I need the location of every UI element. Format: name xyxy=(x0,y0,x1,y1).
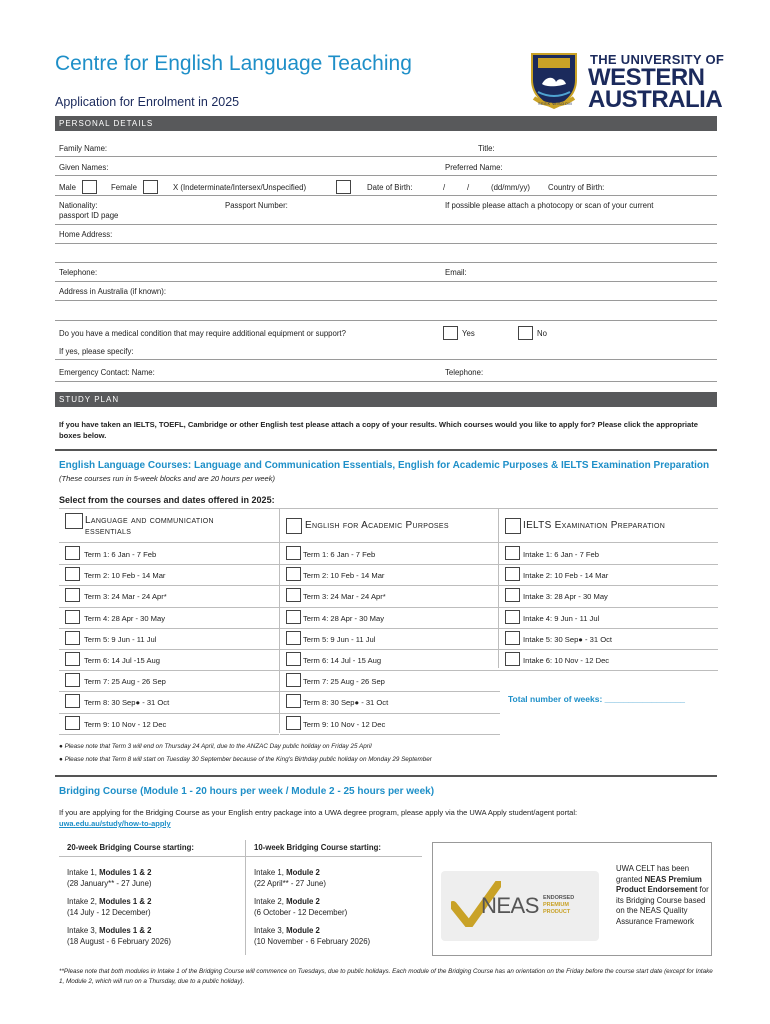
country-of-birth-label: Country of Birth: xyxy=(548,183,605,192)
male-label: Male xyxy=(59,183,76,192)
footnote-2 xyxy=(59,756,432,763)
ielts-header-checkbox[interactable] xyxy=(505,518,521,534)
bridging-title-line xyxy=(59,856,422,857)
family-name-field[interactable] xyxy=(55,156,717,157)
bridging-intake-label: Intake 2, xyxy=(67,897,100,906)
footnote-2-text: Please note that Term 8 will start on Tuesday 30 September because of the King's Birthday public holiday on Monday 29 September xyxy=(64,756,432,763)
email-label: Email: xyxy=(445,268,467,277)
nationality-label: Nationality: xyxy=(59,201,98,210)
neas-text-c: for its Bridging Course based on the NEAS Quality Assurance Framework xyxy=(616,885,709,926)
dob-slash-1: / xyxy=(443,183,446,192)
bullet-icon: ● xyxy=(59,756,63,763)
col3-term-label: Intake 3: 28 Apr - 30 May xyxy=(523,592,608,602)
col2-term-checkbox[interactable] xyxy=(286,694,301,708)
bridging-intake-dates: (10 November - 6 February 2026) xyxy=(254,936,371,946)
telephone-label: Telephone: xyxy=(59,268,98,277)
crest-motto: SEEK WISDOM xyxy=(538,101,573,106)
table-row-line xyxy=(499,585,718,586)
col3-term-label: Intake 5: 30 Sep● - 31 Oct xyxy=(523,634,613,644)
col2-term-checkbox[interactable] xyxy=(286,546,301,560)
col3-term-checkbox[interactable] xyxy=(505,546,520,560)
table-row-line xyxy=(59,691,279,692)
col1-term-checkbox[interactable] xyxy=(65,716,80,730)
home-address-label: Home Address: xyxy=(59,230,113,239)
male-checkbox[interactable] xyxy=(82,180,97,194)
footnote-1 xyxy=(59,743,372,750)
bridging-heading: Bridging Course (Module 1 - 20 hours per week / Module 2 - 25 hours per week) xyxy=(59,786,435,797)
bridging-intake-modules: Modules 1 & 2 xyxy=(99,868,152,877)
courses-note: (These courses run in 5-week blocks and are 20 hours per week) xyxy=(59,474,275,483)
col-divider-1 xyxy=(279,508,280,733)
table-row-line xyxy=(59,607,279,608)
bridging-col2-title: 10-week Bridging Course starting: xyxy=(254,843,381,852)
bridging-intake-modules: Module 2 xyxy=(286,868,320,877)
neas-tag-endorsed: ENDORSED xyxy=(543,895,575,901)
col1-term-label: Term 8: 30 Sep● - 31 Oct xyxy=(84,698,170,708)
emergency-contact-label: Emergency Contact: Name: xyxy=(59,368,155,377)
table-row-line xyxy=(280,628,500,629)
col3-term-checkbox[interactable] xyxy=(505,652,520,666)
divider xyxy=(55,775,717,777)
col2-term-label: Term 7: 25 Aug - 26 Sep xyxy=(303,677,385,687)
table-row-line xyxy=(280,670,500,671)
col2-term-label: Term 2: 10 Feb - 14 Mar xyxy=(303,571,385,581)
female-label: Female xyxy=(111,183,137,192)
bridging-intake xyxy=(67,897,152,918)
home-address-field[interactable] xyxy=(55,243,717,244)
table-row-line xyxy=(280,607,500,608)
col1-term-checkbox[interactable] xyxy=(65,694,80,708)
bridging-intake-dates: (14 July - 12 December) xyxy=(67,907,151,917)
col2-term-checkbox[interactable] xyxy=(286,716,301,730)
given-names-field[interactable] xyxy=(55,175,717,176)
personal-details-bar: PERSONAL DETAILS xyxy=(55,116,717,131)
courses-heading xyxy=(59,459,719,485)
col3-term-checkbox[interactable] xyxy=(505,588,520,602)
title-label: Title: xyxy=(478,144,495,153)
neas-tag-premium: PREMIUM xyxy=(543,902,569,908)
bridging-intake xyxy=(67,926,171,947)
col3-term-label: Intake 4: 9 Jun - 11 Jul xyxy=(523,613,600,623)
table-row-line xyxy=(280,585,500,586)
col2-term-checkbox[interactable] xyxy=(286,673,301,687)
col1-term-label: Term 9: 10 Nov - 12 Dec xyxy=(84,719,167,729)
table-row-line xyxy=(280,649,500,650)
medical-yes-checkbox[interactable] xyxy=(443,326,458,340)
col1-term-label: Term 6: 14 Jul -15 Aug xyxy=(84,656,160,665)
col2-term-checkbox[interactable] xyxy=(286,588,301,602)
medical-yes-label: Yes xyxy=(462,329,475,338)
col2-term-label: Term 8: 30 Sep● - 31 Oct xyxy=(303,698,389,708)
col2-term-label: Term 4: 28 Apr - 30 May xyxy=(303,613,385,623)
table-row-line xyxy=(59,713,279,714)
bridging-intake-modules: Modules 1 & 2 xyxy=(99,897,152,906)
select-courses-label: Select from the courses and dates offered in 2025: xyxy=(59,495,275,505)
col2-term-label: Term 6: 14 Jul - 15 Aug xyxy=(303,656,382,665)
x-option-label: X (Indeterminate/Intersex/Unspecified) xyxy=(173,183,307,192)
bridging-intake xyxy=(254,926,370,947)
col1-term-label: Term 2: 10 Feb - 14 Mar xyxy=(84,571,166,581)
bridging-intake-dates: (28 January** - 27 June) xyxy=(67,878,152,888)
bridging-intake-label: Intake 1, xyxy=(254,868,287,877)
lce-header-line1: Language and communication xyxy=(85,515,214,526)
telephone-field[interactable] xyxy=(55,281,717,282)
university-name-line1: THE UNIVERSITY OF xyxy=(590,52,725,67)
col1-term-label: Term 3: 24 Mar - 24 Apr* xyxy=(84,592,167,602)
col1-term-label: Term 5: 9 Jun - 11 Jul xyxy=(84,634,157,644)
col2-term-checkbox[interactable] xyxy=(286,610,301,624)
col3-term-checkbox[interactable] xyxy=(505,631,520,645)
total-weeks-label: Total number of weeks: _________________ xyxy=(508,694,686,704)
lce-header-checkbox[interactable] xyxy=(65,513,83,529)
col1-term-checkbox[interactable] xyxy=(65,546,80,560)
preferred-name-label: Preferred Name: xyxy=(445,163,503,172)
table-row-line xyxy=(280,564,500,565)
neas-description xyxy=(616,864,710,927)
passport-note-line1: If possible please attach a photocopy or scan of your current xyxy=(445,201,654,210)
table-row-line xyxy=(59,649,279,650)
col1-term-checkbox[interactable] xyxy=(65,631,80,645)
neas-text-a: UWA CELT has been granted xyxy=(616,864,690,884)
table-row-line xyxy=(59,734,279,735)
bridging-intake xyxy=(254,868,326,889)
col2-term-checkbox[interactable] xyxy=(286,567,301,581)
courses-heading-text: English Language Courses: Language and Communication Essentials, English for Academic Purposes & IELTS Examination Preparation xyxy=(59,460,710,471)
col2-term-label: Term 5: 9 Jun - 11 Jul xyxy=(303,634,376,644)
dob-format-label: (dd/mm/yy) xyxy=(491,183,530,192)
bridging-intake-label: Intake 3, xyxy=(254,926,287,935)
study-plan-bar: STUDY PLAN xyxy=(55,392,717,407)
neas-tag-product: PRODUCT xyxy=(543,909,571,915)
address-australia-label: Address in Australia (if known): xyxy=(59,287,167,296)
bridging-apply-link[interactable]: uwa.edu.au/study/how-to-apply xyxy=(59,819,171,828)
table-row-line xyxy=(280,713,500,714)
medical-no-checkbox[interactable] xyxy=(518,326,533,340)
col1-term-checkbox[interactable] xyxy=(65,652,80,666)
dob-row-line xyxy=(55,195,717,196)
study-plan-intro: If you have taken an IELTS, TOEFL, Cambridge or other English test please attach a copy of your results. Which courses would you like to apply for? Please click the appropriate boxes below. xyxy=(59,420,699,440)
given-names-label: Given Names: xyxy=(59,163,109,172)
table-top-line xyxy=(59,508,718,509)
home-address-field-2[interactable] xyxy=(55,262,717,263)
medical-specify-field[interactable] xyxy=(55,359,717,360)
divider xyxy=(55,449,717,451)
neas-box xyxy=(432,842,712,956)
col3-term-label: Intake 6: 10 Nov - 12 Dec xyxy=(523,656,610,665)
bridging-intake-dates: (18 August - 6 February 2026) xyxy=(67,936,172,946)
neas-tag xyxy=(543,895,574,916)
bridging-intake-modules: Module 2 xyxy=(286,926,320,935)
col1-term-checkbox[interactable] xyxy=(65,588,80,602)
table-row-line xyxy=(499,564,718,565)
bridging-col1-title: 20-week Bridging Course starting: xyxy=(67,843,194,852)
col3-term-label: Intake 2: 10 Feb - 14 Mar xyxy=(523,571,609,581)
address-australia-field-2[interactable] xyxy=(55,320,717,321)
col2-term-label: Term 3: 24 Mar - 24 Apr* xyxy=(303,592,386,602)
table-row-line xyxy=(280,734,500,735)
family-name-label: Family Name: xyxy=(59,144,108,153)
col2-term-label: Term 9: 10 Nov - 12 Dec xyxy=(303,719,386,729)
col1-term-checkbox[interactable] xyxy=(65,673,80,687)
table-row-line xyxy=(59,670,279,671)
table-row-line xyxy=(59,628,279,629)
bridging-intake-label: Intake 1, xyxy=(67,868,100,877)
neas-logo-text: NEAS xyxy=(481,893,539,918)
page-subtitle: Application for Enrolment in 2025 xyxy=(55,95,240,109)
table-row-line xyxy=(499,649,718,650)
eap-header-checkbox[interactable] xyxy=(286,518,302,534)
dob-slash-2: / xyxy=(467,183,470,192)
ielts-header: IELTS Examination Preparation xyxy=(523,520,666,531)
x-option-checkbox[interactable] xyxy=(336,180,351,194)
table-header-line xyxy=(59,542,718,543)
col1-term-checkbox[interactable] xyxy=(65,567,80,581)
bullet-icon: ● xyxy=(59,743,63,750)
col2-term-checkbox[interactable] xyxy=(286,631,301,645)
col-divider-2 xyxy=(498,508,499,668)
passport-note-line2: passport ID page xyxy=(59,211,119,220)
bridging-intake-label: Intake 2, xyxy=(254,897,287,906)
university-name-line2: WESTERN xyxy=(588,64,705,91)
emergency-telephone-label: Telephone: xyxy=(445,368,484,377)
col1-term-checkbox[interactable] xyxy=(65,610,80,624)
bridging-col-divider xyxy=(245,840,246,955)
col1-term-label: Term 7: 25 Aug - 26 Sep xyxy=(84,677,166,687)
bridging-intake-modules: Module 2 xyxy=(286,897,320,906)
col3-term-label: Intake 1: 6 Jan - 7 Feb xyxy=(523,550,599,559)
bridging-intake-dates: (6 October - 12 December) xyxy=(254,907,348,917)
table-row-line xyxy=(280,691,500,692)
page-title: Centre for English Language Teaching xyxy=(55,52,412,75)
col2-term-checkbox[interactable] xyxy=(286,652,301,666)
bridging-intake-modules: Modules 1 & 2 xyxy=(99,926,152,935)
bridging-intro: If you are applying for the Bridging Course as your English entry package into a UWA degree program, please apply via the UWA Apply student/agent portal: xyxy=(59,808,578,817)
passport-number-label: Passport Number: xyxy=(225,201,288,210)
female-checkbox[interactable] xyxy=(143,180,158,194)
col1-term-label: Term 4: 28 Apr - 30 May xyxy=(84,613,166,623)
footnote-1-text: Please note that Term 3 will end on Thursday 24 April, due to the ANZAC Day public holiday on Friday 25 April xyxy=(64,743,372,750)
bridging-intake-label: Intake 3, xyxy=(67,926,100,935)
table-row-line xyxy=(59,564,279,565)
lce-header-line2: essentials xyxy=(85,526,132,537)
table-row-line xyxy=(499,607,718,608)
dob-label: Date of Birth: xyxy=(367,183,413,192)
col1-term-label: Term 1: 6 Jan - 7 Feb xyxy=(84,550,157,559)
col3-term-checkbox[interactable] xyxy=(505,610,520,624)
medical-question: Do you have a medical condition that may require additional equipment or support? xyxy=(59,329,346,338)
table-row-line xyxy=(59,585,279,586)
medical-no-label: No xyxy=(537,329,547,338)
table-row-line xyxy=(499,628,718,629)
eap-header: English for Academic Purposes xyxy=(305,520,449,531)
lce-header xyxy=(85,515,214,537)
table-row-line xyxy=(499,670,718,671)
nationality-row-line xyxy=(55,224,717,225)
bridging-footnote: **Please note that both modules in Intake 1 of the Bridging Course will commence on Tuesdays, due to public holidays. Each module of the Bridging Course has an orientation on the Friday before the course start date (except for Intake 1, Module 2, which will run on a Thursday, due to a public holiday). xyxy=(59,968,713,985)
bridging-intake xyxy=(67,868,152,889)
address-australia-field[interactable] xyxy=(55,300,717,301)
col3-term-checkbox[interactable] xyxy=(505,567,520,581)
bridging-intake xyxy=(254,897,347,918)
neas-text-b: NEAS Premium Product Endorsement xyxy=(616,874,702,894)
medical-specify-label: If yes, please specify: xyxy=(59,347,134,356)
emergency-contact-field[interactable] xyxy=(55,381,717,382)
col2-term-label: Term 1: 6 Jan - 7 Feb xyxy=(303,550,376,559)
university-name-line3: AUSTRALIA xyxy=(588,86,723,113)
bridging-intake-dates: (22 April** - 27 June) xyxy=(254,878,326,888)
